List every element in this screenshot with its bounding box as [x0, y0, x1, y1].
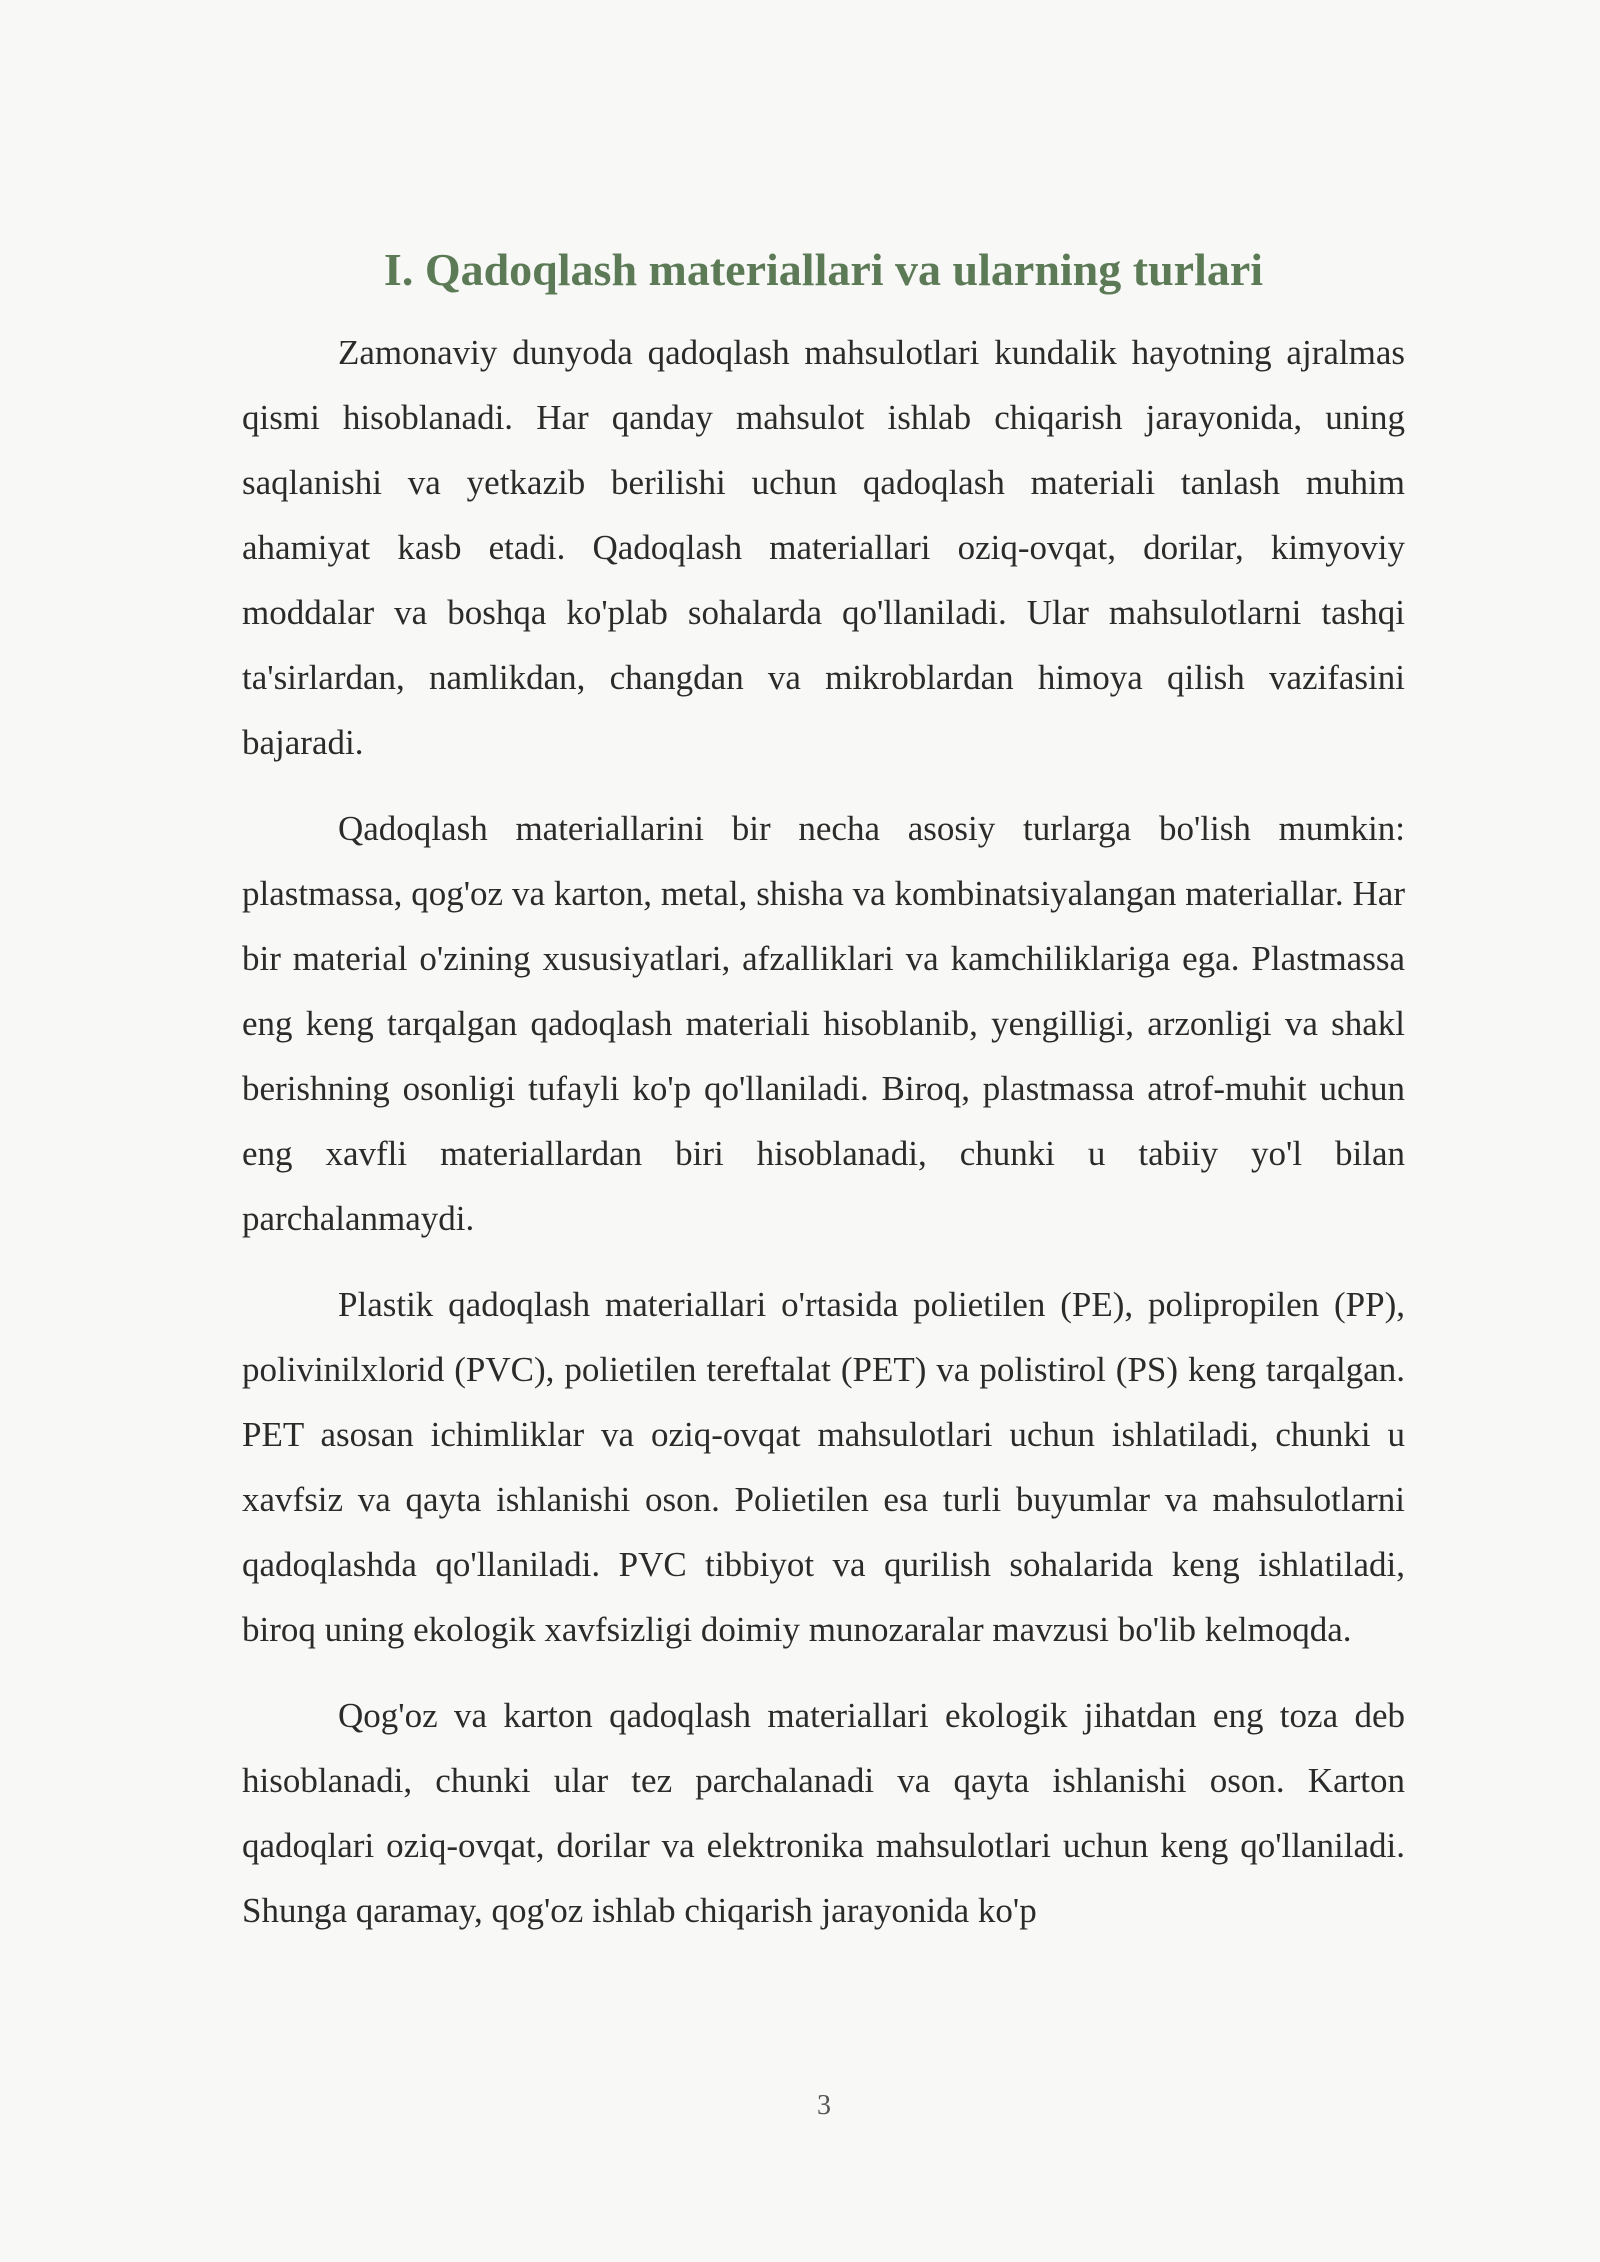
paragraph-3: Plastik qadoqlash materiallari o'rtasida polietilen (PE), polipropilen (PP), polivinilxlorid (PVC), polietilen tereftalat (PET) va polistirol (PS) keng tarqalgan. PET asosan ichimliklar va oziq-ovqat mahsulotlari uchun ishlatiladi, chunki u xavfsiz va qayta ishlanishi oson. Polietilen esa turli buyumlar va mahsulotlarni qadoqlashda qo'llaniladi. PVC tibbiyot va qurilish sohalarida keng ishlatiladi, biroq uning ekologik xavfsizligi doimiy munozaralar mavzusi bo'lib kelmoqda. [242, 1285, 1405, 1649]
page-content [242, 236, 1405, 1943]
paragraph-1: Zamonaviy dunyoda qadoqlash mahsulotlari kundalik hayotning ajralmas qismi hisoblanadi. Har qanday mahsulot ishlab chiqarish jarayonida, uning saqlanishi va yetkazib berilishi uchun qadoqlash materiali tanlash muhim ahamiyat kasb etadi. Qadoqlash materiallari oziq-ovqat, dorilar, kimyoviy moddalar va boshqa ko'plab sohalarda qo'llaniladi. Ular mahsulotlarni tashqi ta'sirlardan, namlikdan, changdan va mikroblardan himoya qilish vazifasini bajaradi. [242, 333, 1405, 762]
page-number: 3 [817, 2090, 831, 2121]
paragraph-4: Qog'oz va karton qadoqlash materiallari ekologik jihatdan eng toza deb hisoblanadi, chunki ular tez parchalanadi va qayta ishlanishi oson. Karton qadoqlari oziq-ovqat, dorilar va elektronika mahsulotlari uchun keng qo'llaniladi. Shunga qaramay, qog'oz ishlab chiqarish jarayonida ko'p [242, 1696, 1405, 1930]
paragraph-2: Qadoqlash materiallarini bir necha asosiy turlarga bo'lish mumkin: plastmassa, qog'oz va karton, metal, shisha va kombinatsiyalangan materiallar. Har bir material o'zining xususiyatlari, afzalliklari va kamchiliklariga ega. Plastmassa eng keng tarqalgan qadoqlash materiali hisoblanib, yengilligi, arzonligi va shakl berishning osonligi tufayli ko'p qo'llaniladi. Biroq, plastmassa atrof-muhit uchun eng xavfli materiallardan biri hisoblanadi, chunki u tabiiy yo'l bilan parchalanmaydi. [242, 809, 1405, 1238]
page-title: I. Qadoqlash materiallari va ularning turlari [383, 244, 1264, 295]
